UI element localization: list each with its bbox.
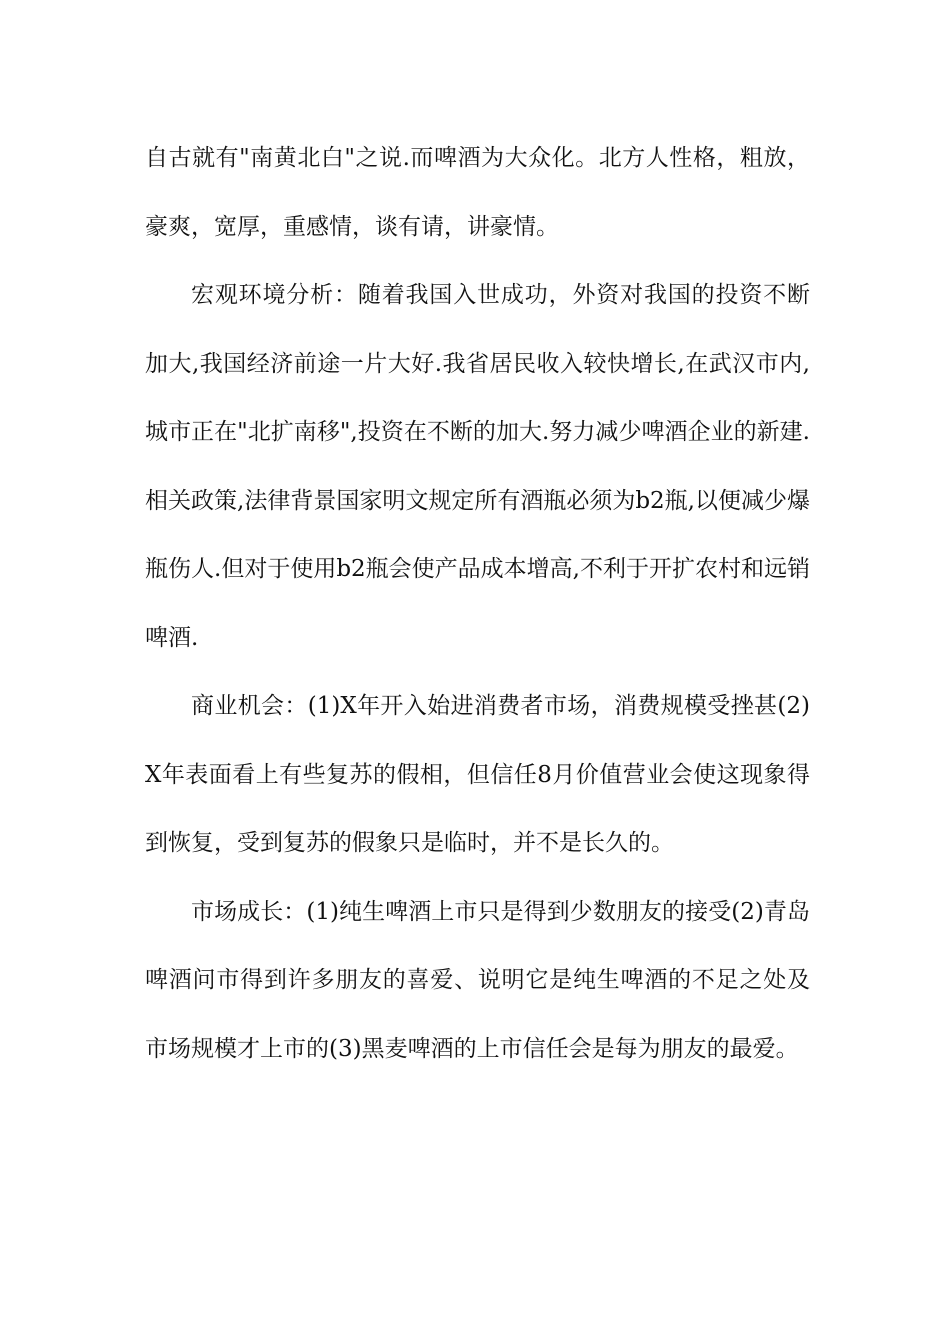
paragraph-market-growth: 市场成长：(1)纯生啤酒上市只是得到少数朋友的接受(2)青岛啤酒问市得到许多朋友的喜爱、说明它是纯生啤酒的不足之处及市场规模才上市的(3)黑麦啤酒的上市信任会是每为朋友的最爱。 — [145, 898, 810, 1062]
paragraph-macro-environment-analysis: 宏观环境分析：随着我国入世成功，外资对我国的投资不断加大,我国经济前途一片大好.我省居民收入较快增长,在武汉市内,城市正在"北扩南移",投资在不断的加大.努力减少啤酒企业的新建.相关政策,法律背景国家明文规定所有酒瓶必须为b2瓶,以便减少爆瓶伤人.但对于使用b2瓶会使产品成本增高,不利于开扩农村和远销啤酒. — [145, 282, 810, 651]
document-body — [145, 124, 810, 1083]
paragraph-north-south-beer-culture: 自古就有"南黄北白"之说.而啤酒为大众化。北方人性格，粗放，豪爽，宽厚，重感情，谈有请，讲豪情。 — [145, 145, 810, 240]
paragraph-business-opportunity: 商业机会：(1)X年开入始进消费者市场，消费规模受挫甚(2)X年表面看上有些复苏的假相，但信任8月价值营业会使这现象得到恢复，受到复苏的假象只是临时，并不是长久的。 — [145, 693, 810, 856]
